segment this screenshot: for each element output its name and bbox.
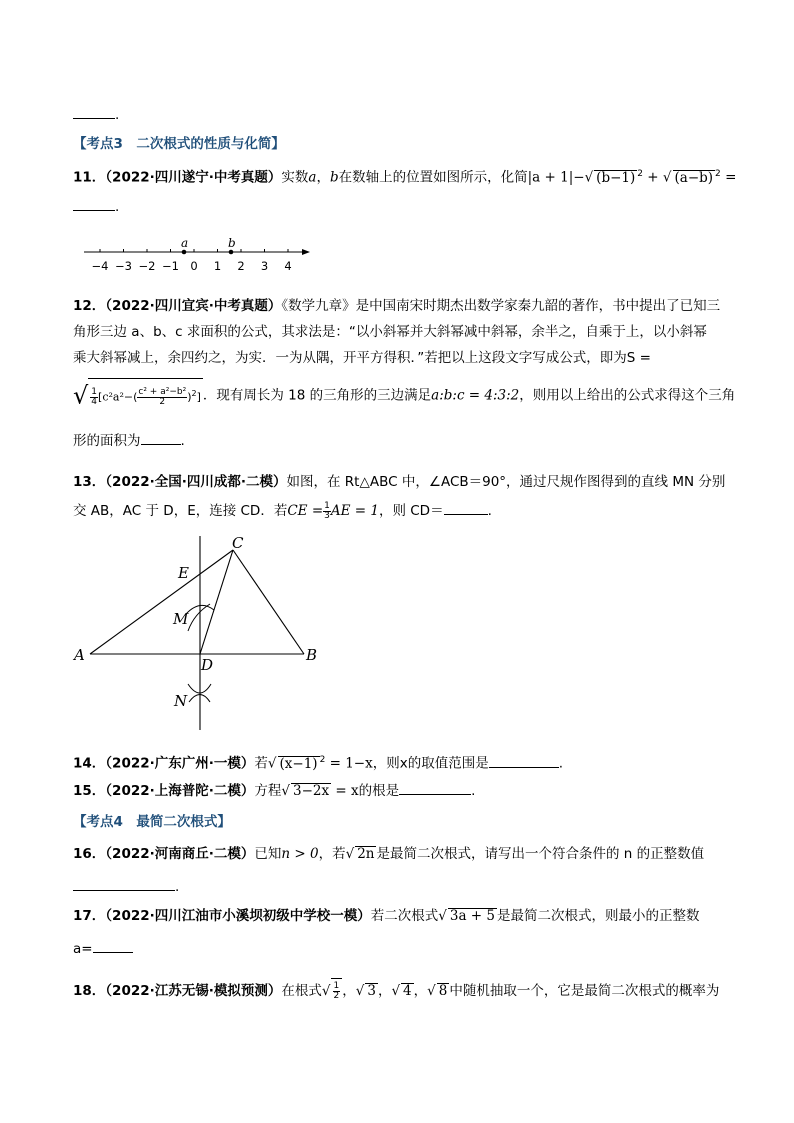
answer-blank[interactable]	[141, 430, 181, 445]
section-heading-4: 【考点4 最简二次根式】	[73, 814, 231, 830]
question-14: 14．（2022·广东广州·一模）若√ (x−1) $^2$ = 1−x，则x的取值范围是 .	[73, 750, 563, 774]
tick-label: 3	[260, 259, 269, 273]
tick-label: −3	[115, 259, 132, 273]
arc-m-2	[188, 604, 210, 631]
question-17: 17．（2022·四川江油市小溪坝初级中学校一模）若二次根式√ 3a + 5 是最简二次根式，则最小的正整数	[73, 908, 700, 924]
question-16: 16．（2022·河南商丘·二模）已知n > 0，若√ 2n 是最简二次根式，请写出一个符合条件的 n 的正整数值	[73, 846, 705, 862]
answer-blank[interactable]	[399, 780, 471, 795]
prev-answer-line: .	[73, 104, 119, 125]
point-b	[229, 250, 234, 255]
tick-label: 2	[237, 259, 245, 273]
label-n: N	[174, 692, 188, 710]
question-12-line3: 乘大斜幂减上，余四约之，为实．一为从隅，开平方得积．”若把以上这段文字写成公式，即为S =	[73, 350, 651, 366]
label-a: A	[74, 646, 85, 664]
label-m: M	[173, 610, 189, 628]
point-b-label: b	[228, 238, 236, 250]
answer-blank[interactable]	[489, 753, 559, 768]
tick-label: −1	[162, 259, 179, 273]
triangle-figure	[70, 534, 330, 734]
point-a	[182, 250, 187, 255]
segment-cd	[200, 550, 233, 654]
question-12-line5: 形的面积为 .	[73, 430, 185, 451]
tick-label: 4	[284, 259, 292, 273]
segment-cb	[233, 550, 304, 654]
question-11: 11．（2022·四川遂宁·中考真题）实数a，b在数轴上的位置如图所示，化简|a + 1|−√ (b−1) $^2$ + √ (a−b) $^2$ =	[73, 169, 737, 186]
question-12-line2: 角形三边 a、b、c 求面积的公式，其求法是：“以小斜幂并大斜幂减中斜幂，余半之，自乘于上，以小斜幂	[73, 324, 707, 340]
question-13-line2: 交 AB，AC 于 D，E，连接 CD．若CE = $\frac{1}{3}$ AE = 1，则 CD＝ .	[73, 500, 492, 521]
number-line	[76, 238, 316, 274]
label-c: C	[232, 534, 244, 552]
question-15: 15．（2022·上海普陀·二模）方程√ 3−2x = x的根是 .	[73, 780, 475, 801]
label-d: D	[201, 656, 214, 674]
question-16-answer: .	[73, 876, 179, 897]
answer-blank[interactable]	[73, 196, 115, 211]
point-a-label: a	[181, 238, 189, 250]
question-18: 18．（2022·江苏无锡·模拟预测）在根式√ $\frac{1}{2}$ ，√ 3 ，√ 4 ，√ 8 中随机抽取一个，它是最简二次根式的概率为	[73, 978, 719, 1003]
tick-label: 1	[213, 259, 222, 273]
question-13: 13．（2022·全国·四川成都·二模）如图，在 Rt△ABC 中，∠ACB＝90°，通过尺规作图得到的直线 MN 分别	[73, 474, 726, 490]
question-12-line4: √ $\frac{1}{4}$ [c²a²−( $\frac{\text{c² + a²−b²}}{2}$ )$^2$] ．现有周长为 18 的三角形的三边满足a:b:c = 4:3:2，则用以上给出的公式求得这个三角	[73, 378, 735, 413]
tick-label: −4	[91, 259, 109, 273]
heron-formula: $\frac{1}{4}$ [c²a²−( $\frac{\text{c² + a²−b²}}{2}$ )$^2$]	[88, 378, 203, 413]
section-heading-3: 【考点3 二次根式的性质与化简】	[73, 136, 285, 152]
answer-blank[interactable]	[73, 876, 175, 891]
answer-blank[interactable]	[93, 938, 133, 953]
segment-ac	[90, 550, 233, 654]
tick-label: −2	[138, 259, 156, 273]
question-11-answer: .	[73, 196, 119, 217]
tick-label: 0	[190, 259, 198, 273]
question-17-answer: a=	[73, 938, 133, 959]
question-12: 12．（2022·四川宜宾·中考真题）《数学九章》是中国南宋时期杰出数学家秦九韶的著作，书中提出了已知三	[73, 298, 721, 314]
label-b: B	[306, 646, 318, 664]
answer-blank[interactable]	[73, 104, 115, 119]
label-e: E	[178, 564, 189, 582]
answer-blank[interactable]	[444, 500, 488, 515]
